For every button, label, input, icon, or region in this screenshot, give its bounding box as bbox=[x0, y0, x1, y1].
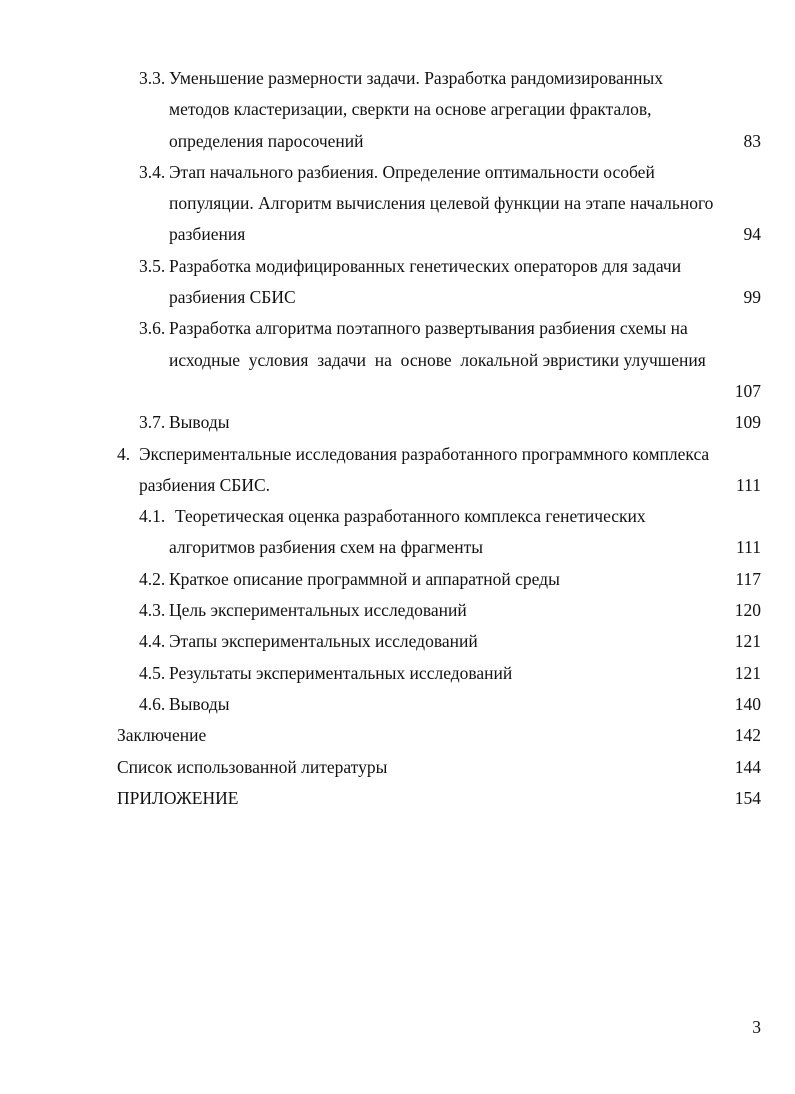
toc-entry-4-6 bbox=[0, 689, 795, 720]
toc-entry-page: 140 bbox=[734, 693, 761, 714]
toc-entry-number: 3.6. bbox=[139, 318, 166, 339]
toc-entry-page: 111 bbox=[736, 537, 761, 558]
toc-entry-title-cont: популяции. Алгоритм вычисления целевой функции на этапе начального bbox=[169, 193, 714, 214]
toc-entry-number: 4. bbox=[117, 443, 131, 464]
toc-entry-3-6 bbox=[0, 313, 795, 344]
toc-entry-conclusion bbox=[0, 720, 795, 751]
toc-entry-title-cont: методов кластеризации, сверкти на основе агрегации фракталов, bbox=[169, 99, 652, 120]
toc-entry-page: 94 bbox=[743, 224, 761, 245]
toc-entry-page: 99 bbox=[743, 287, 761, 308]
toc-entry-3-3 bbox=[0, 63, 795, 94]
toc-entry-number: 3.5. bbox=[139, 255, 166, 276]
toc-entry-number: 3.4. bbox=[139, 161, 166, 182]
toc-entry-title: Этап начального разбиения. Определение оптимальности особей bbox=[169, 161, 655, 182]
toc-entry-3-7 bbox=[0, 407, 795, 438]
toc-entry-number: 4.5. bbox=[139, 662, 166, 683]
toc-entry-number: 4.6. bbox=[139, 693, 166, 714]
toc-entry-page: 144 bbox=[734, 756, 761, 777]
toc-entry-title-cont: исходные условия задачи на основе локальной эвристики улучшения bbox=[169, 349, 706, 370]
toc-entry-3-4 bbox=[0, 157, 795, 188]
toc-entry-title: Цель экспериментальных исследований bbox=[169, 600, 467, 621]
toc-entry-4-3 bbox=[0, 595, 795, 626]
toc-entry-page: 117 bbox=[735, 568, 761, 589]
toc-entry-title: Теоретическая оценка разработанного комплекса генетических bbox=[175, 506, 646, 527]
toc-entry-title: Этапы экспериментальных исследований bbox=[169, 631, 478, 652]
toc-entry-number: 4.3. bbox=[139, 600, 166, 621]
toc-entry-number: 4.4. bbox=[139, 631, 166, 652]
toc-entry-title: Уменьшение размерности задачи. Разработка рандомизированных bbox=[169, 68, 664, 88]
toc-entry-title-cont: разбиения СБИС. bbox=[139, 474, 271, 495]
toc-entry-number: 3.3. bbox=[139, 68, 166, 88]
toc-entry-title-cont: разбиения bbox=[169, 224, 246, 245]
toc-entry-page: 142 bbox=[734, 725, 761, 746]
toc-entry-title: Результаты экспериментальных исследований bbox=[169, 662, 513, 683]
toc-entry-4-2 bbox=[0, 564, 795, 595]
toc-entry-page: 121 bbox=[734, 662, 761, 683]
toc-entry-title: Выводы bbox=[169, 693, 230, 714]
toc-entry-4-5 bbox=[0, 658, 795, 689]
toc-entry-title: Выводы bbox=[169, 412, 230, 433]
toc-entry-page: 83 bbox=[743, 130, 761, 151]
table-of-contents bbox=[0, 63, 795, 814]
toc-entry-title-cont: алгоритмов разбиения схем на фрагменты bbox=[169, 537, 483, 558]
toc-entry-number: 3.7. bbox=[139, 412, 166, 433]
toc-entry-4 bbox=[0, 439, 795, 470]
toc-entry-4-1 bbox=[0, 501, 795, 532]
toc-entry-title: Список использованной литературы bbox=[117, 756, 388, 777]
page-number: 3 bbox=[752, 1017, 761, 1037]
toc-entry-page: 109 bbox=[734, 412, 761, 433]
toc-entry-page: 120 bbox=[734, 600, 761, 621]
toc-entry-3-5 bbox=[0, 251, 795, 282]
toc-entry-page: 154 bbox=[734, 787, 761, 808]
toc-entry-title-cont: разбиения СБИС bbox=[169, 287, 296, 308]
toc-entry-page: 107 bbox=[734, 380, 761, 401]
toc-entry-title: ПРИЛОЖЕНИЕ bbox=[117, 787, 239, 808]
toc-entry-4-4 bbox=[0, 626, 795, 657]
toc-entry-number: 4.2. bbox=[139, 568, 166, 589]
toc-entry-title: Разработка алгоритма поэтапного развертывания разбиения схемы на bbox=[169, 318, 688, 339]
toc-entry-page: 121 bbox=[734, 631, 761, 652]
toc-entry-references bbox=[0, 752, 795, 783]
toc-entry-title: Экспериментальные исследования разработанного программного комплекса bbox=[139, 443, 710, 464]
toc-entry-title: Заключение bbox=[117, 725, 207, 746]
toc-entry-appendix bbox=[0, 783, 795, 814]
toc-entry-title: Разработка модифицированных генетических операторов для задачи bbox=[169, 255, 682, 276]
toc-entry-number: 4.1. bbox=[139, 506, 166, 527]
toc-entry-title-cont: определения паросочений bbox=[169, 130, 364, 151]
toc-entry-page: 111 bbox=[736, 474, 761, 495]
toc-entry-title: Краткое описание программной и аппаратной среды bbox=[169, 568, 560, 589]
